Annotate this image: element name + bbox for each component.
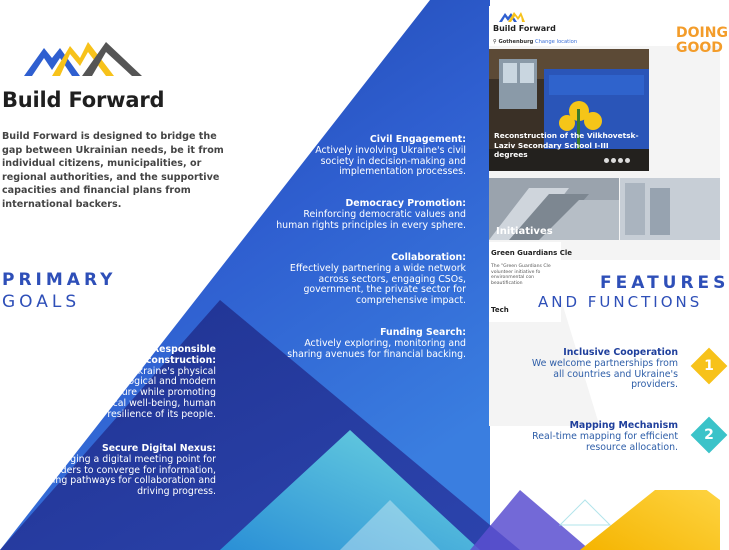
goal-text-line: rights, and resilience of its people. [53, 408, 216, 420]
feature-text-line: providers. [631, 379, 678, 391]
goal-title: Collaboration: [391, 252, 466, 263]
goal-secure-digital-nexus [0, 444, 216, 498]
initiative-card-title-2: Tech [491, 306, 509, 314]
goal-text-line: Effectively partnering a wide network [289, 262, 466, 274]
goal-text-line: human rights principles in every sphere. [276, 219, 466, 231]
goal-text-line: ecological and modern [109, 376, 216, 388]
goal-title: Civil Engagement: [369, 134, 466, 145]
goal-title: Responsible [151, 344, 216, 355]
goal-text-line: stakeholders to converge for information, [21, 464, 216, 476]
primary-goals-subtitle: GOALS [2, 292, 81, 312]
goal-civil-engagement [262, 135, 466, 178]
carousel-dot[interactable] [618, 158, 623, 163]
location-name: Gothenburg [498, 39, 534, 45]
goal-text-line: across sectors, engaging CSOs, [318, 273, 466, 285]
features-subtitle: AND FUNCTIONS [538, 293, 703, 311]
primary-goals-title: PRIMARY [2, 270, 117, 290]
feature-mapping-mechanism [500, 421, 678, 453]
goal-text-line: government, the private sector for [303, 284, 466, 296]
goal-democracy-promotion [250, 199, 466, 231]
feature-number: 1 [704, 358, 714, 374]
goal-text-line: the psychological well-being, human [44, 397, 216, 409]
carousel-dot[interactable] [625, 158, 630, 163]
goal-text-line: infrastructure while promoting [73, 387, 216, 399]
feature-text-line: resource allocation. [585, 441, 678, 453]
goal-collaboration [256, 253, 466, 307]
goal-text-line: comprehensive impact. [355, 295, 466, 307]
goal-text-line: driving progress. [137, 486, 216, 498]
initiatives-section-label: Initiatives [496, 226, 553, 237]
goal-text-line: Actively exploring, monitoring and [304, 337, 466, 349]
goal-text-line: Actively involving Ukraine's civil [315, 144, 466, 156]
build-forward-logo [22, 36, 146, 78]
intro-text: Build Forward is designed to bridge the gap between Ukrainian needs, be it from individual citizens, municipalities, or regional authorities, and the supportive capacities and financial plans from international backers. [2, 131, 224, 210]
partner-logo-line: GOOD [676, 40, 723, 56]
goal-title: Secure Digital Nexus: [101, 443, 216, 454]
phone-app-title: Build Forward [493, 24, 556, 33]
change-location-link[interactable]: Change location [535, 39, 578, 45]
features-title: FEATURES [600, 273, 729, 293]
goal-text-line: Reinforcing democratic values and [303, 208, 466, 220]
carousel-dot[interactable] [611, 158, 616, 163]
goal-text-line: sharing avenues for financial backing. [287, 348, 466, 360]
location-row [493, 39, 577, 45]
feature-text-line: We welcome partnerships from [531, 357, 678, 369]
feature-title: Mapping Mechanism [569, 420, 678, 431]
featured-caption: Reconstruction of the Vilkhovetsk-Laziv Secondary School I-III degrees [494, 131, 639, 159]
partner-logo-line: DOING [676, 25, 728, 41]
goal-text-line: shaping pathways for collaboration and [30, 475, 216, 487]
initiative-card-text: The "Green Guardians Cle volunteer initiative fo environmental con beautification [491, 264, 551, 286]
feature-number: 2 [704, 427, 714, 443]
carousel-dot[interactable] [604, 158, 609, 163]
partner-logo [676, 26, 728, 56]
brand-name: Build Forward [2, 88, 165, 112]
feature-inclusive-cooperation [500, 348, 678, 391]
location-pin-icon: ⚲ [493, 39, 497, 45]
building-photo [620, 178, 720, 240]
goal-title: Democracy Promotion: [345, 198, 466, 209]
goal-text-line: society in decision-making and [320, 155, 466, 167]
goal-responsible-reconstruction [20, 345, 216, 421]
goal-text-line: Forging a digital meeting point for [55, 453, 216, 465]
feature-title: Inclusive Cooperation [563, 347, 678, 358]
feature-text-line: Real-time mapping for efficient [532, 430, 678, 442]
goal-text-line: Enhancing Ukraine's physical [78, 365, 216, 377]
goal-text-line: implementation processes. [339, 166, 466, 178]
feature-text-line: all countries and Ukraine's [553, 368, 678, 380]
initiative-card-title: Green Guardians Cle [491, 249, 573, 257]
goal-funding-search [262, 328, 466, 360]
goal-title: Funding Search: [380, 327, 466, 338]
phone-app-logo-icon [498, 10, 526, 23]
goal-title: Reconstruction: [132, 354, 216, 366]
